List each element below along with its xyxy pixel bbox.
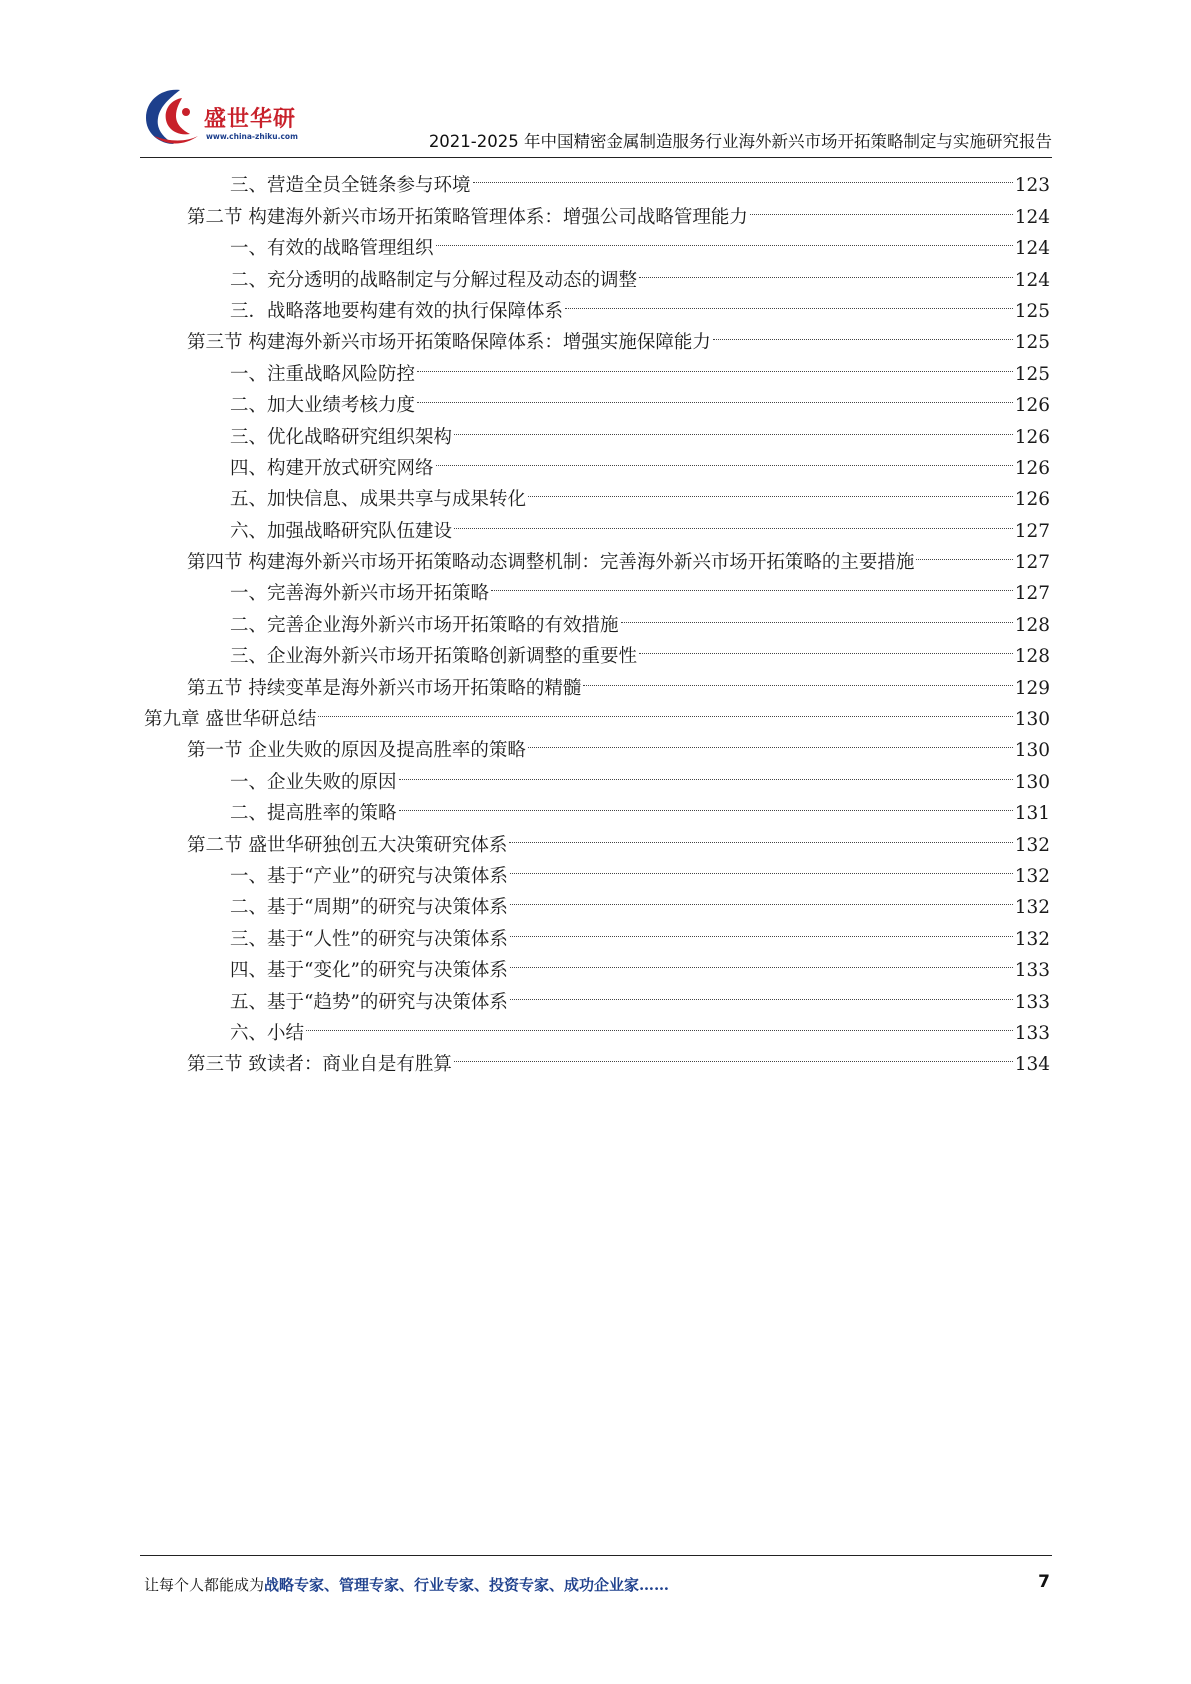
report-title: 2021-2025 年中国精密金属制造服务行业海外新兴市场开拓策略制定与实施研究报告 [428, 132, 1052, 151]
toc-entry-title: 三．战略落地要构建有效的执行保障体系 [230, 300, 564, 322]
toc-entry-title: 二、基于“周期”的研究与决策体系 [230, 897, 508, 919]
logo-url: www.china-zhiku.com [206, 132, 298, 141]
toc-dot-leader [415, 348, 1015, 379]
toc-entry-page: 130 [1014, 709, 1050, 731]
toc-dot-leader [397, 788, 1015, 819]
toc-entry-title: 一、注重战略风险防控 [230, 363, 416, 385]
toc-dot-leader [711, 317, 1015, 348]
toc-entry-page: 129 [1014, 677, 1050, 699]
toc-entry-page: 132 [1014, 865, 1050, 887]
toc-dot-leader [507, 819, 1014, 850]
toc-dot-leader [434, 443, 1015, 474]
toc-entry-title: 第五节 持续变革是海外新兴市场开拓策略的精髓 [187, 677, 582, 699]
toc-dot-leader [748, 191, 1015, 222]
toc-entry-title: 第二节 盛世华研独创五大决策研究体系 [187, 834, 508, 856]
page-header [140, 80, 1052, 158]
toc-entry-title: 第一节 企业失败的原因及提高胜率的策略 [187, 740, 526, 762]
toc-entry-title: 第二节 构建海外新兴市场开拓策略管理体系：增强公司战略管理能力 [187, 206, 748, 228]
toc-entry-title: 三、营造全员全链条参与环境 [230, 175, 471, 197]
toc-dot-leader [434, 223, 1015, 254]
toc-entry-page: 132 [1014, 834, 1050, 856]
header-divider [140, 157, 1052, 158]
slogan-prefix: 让每个人都能成为 [144, 1576, 265, 1594]
toc-dot-leader [526, 725, 1015, 756]
logo-swirl-icon [140, 84, 210, 154]
toc-entry-page: 123 [1014, 175, 1050, 197]
toc-entry-title: 六、加强战略研究队伍建设 [230, 520, 453, 542]
toc-entry-title: 五、基于“趋势”的研究与决策体系 [230, 991, 508, 1013]
toc-entry-title: 一、有效的战略管理组织 [230, 238, 434, 260]
toc-entry[interactable] [144, 160, 1050, 197]
toc-dot-leader [637, 631, 1015, 662]
toc-dot-leader [563, 286, 1015, 317]
toc-entry-page: 130 [1014, 771, 1050, 793]
toc-dot-leader [489, 568, 1015, 599]
toc-dot-leader [471, 160, 1015, 191]
toc-entry-page: 132 [1014, 928, 1050, 950]
toc-entry-page: 130 [1014, 740, 1050, 762]
toc-entry-title: 三、优化战略研究组织架构 [230, 426, 453, 448]
toc-entry-page: 131 [1014, 803, 1050, 825]
toc-entry-title: 一、基于“产业”的研究与决策体系 [230, 865, 508, 887]
toc-dot-leader [581, 662, 1014, 693]
toc-entry-page: 126 [1014, 395, 1050, 417]
toc-entry-page: 124 [1014, 238, 1050, 260]
toc-entry-title: 二、完善企业海外新兴市场开拓策略的有效措施 [230, 614, 619, 636]
toc-entry-title: 一、企业失败的原因 [230, 771, 397, 793]
toc-entry-page: 133 [1014, 1022, 1050, 1044]
toc-entry-page: 125 [1014, 363, 1050, 385]
toc-entry-title: 第三节 构建海外新兴市场开拓策略保障体系：增强实施保障能力 [187, 332, 711, 354]
toc-dot-leader [452, 411, 1015, 442]
toc-entry-title: 五、加快信息、成果共享与成果转化 [230, 489, 527, 511]
toc-entry-page: 127 [1014, 552, 1050, 574]
toc-entry-title: 二、加大业绩考核力度 [230, 395, 416, 417]
toc-entry-title: 第三节 致读者：商业自是有胜算 [187, 1054, 452, 1076]
toc-dot-leader [415, 380, 1015, 411]
toc-entry-page: 125 [1014, 300, 1050, 322]
toc-entry-page: 125 [1014, 332, 1050, 354]
slogan-accent: 战略专家、管理专家、行业专家、投资专家、成功企业家…… [264, 1576, 670, 1594]
footer-slogan [144, 1574, 669, 1595]
toc-dot-leader [316, 694, 1014, 725]
toc-dot-leader [508, 882, 1015, 913]
toc-entry-page: 134 [1014, 1054, 1050, 1076]
toc-entry-page: 127 [1014, 520, 1050, 542]
toc-entry-title: 第四节 构建海外新兴市场开拓策略动态调整机制：完善海外新兴市场开拓策略的主要措施 [187, 552, 915, 574]
toc-dot-leader [508, 976, 1015, 1007]
toc-entry-page: 133 [1014, 991, 1050, 1013]
toc-entry-page: 128 [1014, 614, 1050, 636]
toc-entry-page: 132 [1014, 897, 1050, 919]
toc-entry-page: 127 [1014, 583, 1050, 605]
toc-dot-leader [452, 505, 1015, 536]
toc-dot-leader [452, 1039, 1015, 1070]
footer-divider [140, 1555, 1052, 1556]
toc-dot-leader [508, 913, 1015, 944]
toc-entry-page: 124 [1014, 269, 1050, 291]
toc-dot-leader [914, 537, 1014, 568]
toc-entry-title: 四、构建开放式研究网络 [230, 457, 434, 479]
logo-name: 盛世华研 [204, 107, 297, 132]
toc-entry-title: 二、提高胜率的策略 [230, 803, 397, 825]
toc-dot-leader [397, 756, 1015, 787]
toc-entry-title: 四、基于“变化”的研究与决策体系 [230, 960, 508, 982]
toc-dot-leader [619, 599, 1015, 630]
page-number: 7 [1038, 1572, 1050, 1592]
toc-dot-leader [508, 945, 1015, 976]
toc-entry-title: 第九章 盛世华研总结 [144, 709, 317, 731]
toc-entry-page: 126 [1014, 489, 1050, 511]
toc-entry-page: 124 [1014, 206, 1050, 228]
toc-entry-title: 二、充分透明的战略制定与分解过程及动态的调整 [230, 269, 638, 291]
table-of-contents [144, 160, 1050, 1076]
toc-entry-title: 六、小结 [230, 1022, 305, 1044]
toc-entry-page: 133 [1014, 960, 1050, 982]
company-logo [140, 84, 320, 154]
toc-entry-title: 一、完善海外新兴市场开拓策略 [230, 583, 490, 605]
toc-dot-leader [526, 474, 1015, 505]
toc-entry-page: 126 [1014, 457, 1050, 479]
toc-entry-title: 三、企业海外新兴市场开拓策略创新调整的重要性 [230, 646, 638, 668]
toc-dot-leader [637, 254, 1015, 285]
toc-entry-title: 三、基于“人性”的研究与决策体系 [230, 928, 508, 950]
toc-entry-page: 126 [1014, 426, 1050, 448]
toc-entry-page: 128 [1014, 646, 1050, 668]
toc-dot-leader [304, 1008, 1015, 1039]
toc-dot-leader [508, 851, 1015, 882]
